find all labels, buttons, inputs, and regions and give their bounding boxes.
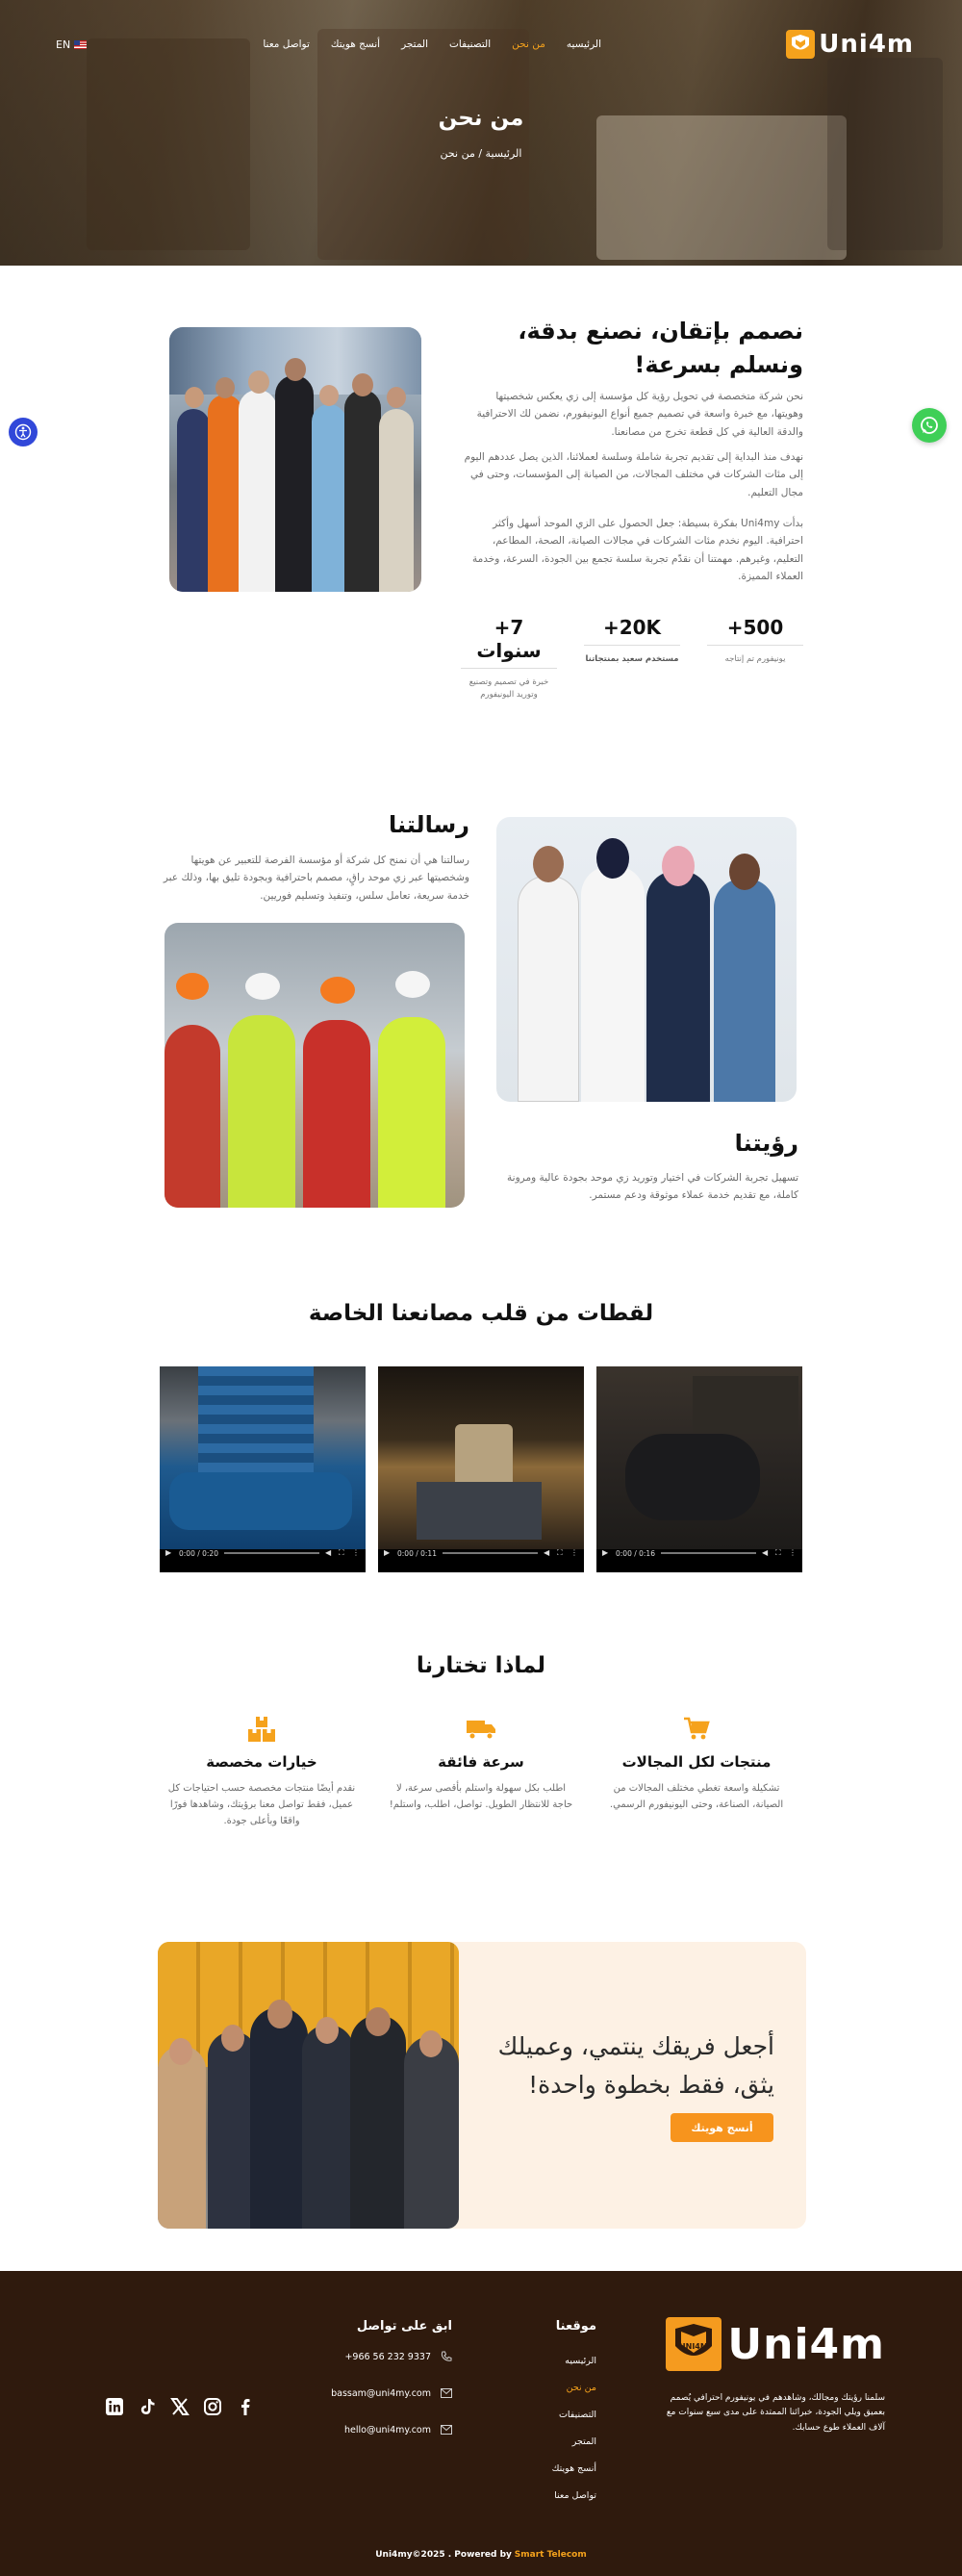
- hero-bg-shape: [596, 115, 847, 260]
- whatsapp-button[interactable]: [912, 408, 947, 443]
- team-group-photo: [169, 327, 421, 592]
- video-controls: [165, 1547, 360, 1559]
- email-address: hello@uni4my.com: [343, 2424, 431, 2436]
- photo-person: [404, 2036, 459, 2229]
- stat-label: خبرة في تصميم وتصنيع وتوريد اليونيفورم: [468, 677, 549, 700]
- email-address: bassam@uni4my.com: [331, 2387, 431, 2399]
- footer-link-home[interactable]: الرئيسيه: [565, 2356, 596, 2366]
- logo-badge-icon: [786, 30, 815, 59]
- factory-video-player[interactable]: [160, 1366, 366, 1572]
- nav-link-store[interactable]: المتجر: [401, 38, 429, 50]
- video-frame-shape: [198, 1366, 314, 1482]
- hard-hat-shape: [320, 977, 355, 1004]
- site-footer: [0, 2271, 962, 2576]
- photo-person: [239, 390, 277, 592]
- volume-icon[interactable]: ◀: [544, 1548, 550, 1557]
- stat-label: يونيفورم تم إنتاجه: [724, 654, 786, 664]
- photo-head: [169, 2038, 192, 2065]
- site-logo[interactable]: [786, 27, 914, 62]
- photo-person: [378, 1017, 445, 1208]
- cta-heading: [476, 2028, 774, 2104]
- photo-head: [221, 2025, 244, 2052]
- social-links: [104, 2396, 256, 2417]
- x-icon[interactable]: [169, 2396, 190, 2417]
- hard-hat-shape: [395, 971, 430, 998]
- footer-link-design-identity[interactable]: أنسج هويتك: [551, 2463, 596, 2474]
- footer-phone[interactable]: [260, 2338, 452, 2375]
- footer-logo-badge-icon: [666, 2317, 722, 2371]
- language-label: EN: [56, 38, 71, 51]
- footer-link-store[interactable]: المتجر: [571, 2436, 596, 2447]
- copyright-text: Uni4my©2025 . Powered by: [375, 2550, 512, 2560]
- video-frame-shape: [169, 1472, 352, 1530]
- vision-text: تسهيل تجربة الشركات في اختيار وتوريد زي موحد بجودة عالية ومرونة كاملة، مع تقديم خدمة عملاء موثوقة ودعم مستمر.: [507, 1172, 798, 1202]
- accessibility-icon: [14, 423, 32, 441]
- accessibility-button[interactable]: [9, 418, 38, 446]
- nav-link-about[interactable]: من نحن: [512, 38, 545, 50]
- feature-card: [385, 1713, 577, 1813]
- photo-head: [729, 854, 760, 890]
- more-options-icon[interactable]: ⋮: [570, 1548, 578, 1557]
- footer-link-about[interactable]: من نحن: [566, 2383, 596, 2393]
- feature-card: [165, 1713, 358, 1829]
- photo-person: [158, 2046, 206, 2229]
- logo-text: Uni4m: [819, 30, 914, 59]
- photo-person: [714, 879, 775, 1102]
- stat-item: [461, 616, 557, 701]
- video-progress-bar[interactable]: [443, 1552, 538, 1554]
- footer-link-categories[interactable]: التصنيفات: [558, 2410, 596, 2420]
- fullscreen-icon[interactable]: ⛶: [775, 1548, 781, 1557]
- footer-email[interactable]: [260, 2375, 452, 2411]
- more-options-icon[interactable]: ⋮: [789, 1548, 797, 1557]
- stat-value: 500+: [726, 616, 784, 639]
- stat-divider: [707, 645, 803, 646]
- hard-hat-shape: [245, 973, 280, 1000]
- fullscreen-icon[interactable]: ⛶: [339, 1548, 344, 1557]
- photo-person: [165, 1025, 220, 1208]
- footer-links: [519, 2348, 596, 2510]
- top-navigation: [0, 0, 962, 92]
- truck-icon: [465, 1713, 497, 1746]
- phone-icon: [441, 2351, 452, 2362]
- feature-desc: تشكيلة واسعة تغطي مختلف المجالات من الصيانة، الصناعة، وحتى اليونيفورم الرسمي.: [609, 1783, 784, 1810]
- hard-hat-shape: [176, 973, 209, 1000]
- video-progress-bar[interactable]: [661, 1552, 756, 1554]
- boxes-icon: [245, 1713, 278, 1746]
- about-paragraph: نهدف منذ البداية إلى تقديم تجربة شاملة وسلسة لعملائنا، الذين يصل عددهم اليوم إلى مئات الشركات في مختلف المجالات، من الصيانة إلى المؤسسات، وحتى في مجال التعليم.: [464, 451, 803, 498]
- stat-divider: [584, 645, 680, 646]
- factory-video-player[interactable]: [378, 1366, 584, 1572]
- more-options-icon[interactable]: ⋮: [352, 1548, 360, 1557]
- feature-desc: اطلب بكل سهولة واستلم بأقصى سرعة، لا حاجة للانتظار الطويل. تواصل، اطلب، واستلم!: [389, 1783, 573, 1810]
- photo-person: [344, 390, 381, 592]
- video-time: 0:00 / 0:16: [616, 1548, 655, 1558]
- photo-person: [350, 2015, 406, 2229]
- photo-person: [379, 409, 414, 592]
- engineers-photo: [165, 923, 465, 1208]
- mail-icon: [441, 2388, 452, 2398]
- photo-head: [185, 387, 204, 408]
- cta-line: يثق، فقط بخطوة واحدة!: [528, 2071, 774, 2099]
- linkedin-icon[interactable]: [104, 2396, 125, 2417]
- stat-value: 20K+: [602, 616, 662, 639]
- about-paragraph: نحن شركة متخصصة في تحويل رؤية كل مؤسسة إلى زي يعكس شخصيتها وهويتها، مع خبرة واسعة في تصميم جميع أنواع اليونيفورم، نضمن لك الاحترافية والدقة العالية في كل قطعة تخرج من مصانعنا.: [476, 391, 803, 438]
- vision-heading: رؤيتنا: [734, 1130, 798, 1157]
- copyright: [0, 2550, 962, 2560]
- photo-head: [533, 846, 564, 882]
- footer-contact: [260, 2338, 452, 2448]
- about-heading: نصمم بإتقان، نصنع بدقة، ونسلم بسرعة!: [518, 318, 803, 378]
- stat-item: [707, 616, 803, 701]
- video-frame-shape: [693, 1376, 798, 1434]
- footer-link-contact[interactable]: تواصل معنا: [554, 2490, 596, 2501]
- photo-head: [285, 358, 306, 381]
- feature-card: [600, 1713, 793, 1813]
- business-team-photo: [158, 1942, 459, 2229]
- photo-head: [419, 2030, 443, 2057]
- video-frame-shape: [625, 1434, 760, 1520]
- mission-heading: رسالتنا: [388, 811, 469, 838]
- photo-person: [646, 871, 710, 1102]
- video-thumbnail: [596, 1366, 802, 1549]
- feature-desc: نقدم أيضًا منتجات مخصصة حسب احتياجات كل عميل، فقط تواصل معنا برؤيتك، وشاهدها فورًا واقعًا وبأعلى جودة.: [167, 1783, 356, 1826]
- footer-email[interactable]: [260, 2411, 452, 2448]
- stat-divider: [461, 668, 557, 669]
- instagram-icon[interactable]: [202, 2396, 223, 2417]
- photo-person: [208, 395, 242, 592]
- photo-head: [352, 373, 373, 396]
- photo-person: [312, 404, 346, 592]
- why-us-heading: لماذا تختارنا: [416, 1653, 546, 1678]
- photo-head: [215, 377, 235, 398]
- footer-contact-title: ابق على تواصل: [356, 2319, 452, 2334]
- powered-by-link[interactable]: Smart Telecom: [514, 2550, 587, 2560]
- photo-person: [177, 409, 210, 592]
- stat-value: 7+ سنوات: [476, 616, 542, 662]
- video-frame-shape: [417, 1482, 542, 1540]
- cta-design-identity-button[interactable]: أنسج هويتك: [671, 2113, 773, 2142]
- footer-logo-badge-text: UNI4M: [679, 2342, 709, 2351]
- professionals-photo: [496, 817, 797, 1102]
- photo-person: [275, 375, 314, 592]
- phone-number: +966 56 232 9337: [344, 2351, 431, 2362]
- photo-person: [518, 876, 579, 1102]
- play-icon[interactable]: ▶: [384, 1548, 391, 1557]
- video-progress-bar[interactable]: [224, 1552, 319, 1554]
- mission-text: رسالتنا هي أن نمنح كل شركة أو مؤسسة الفرصة للتعبير عن هويتها وشخصيتها عبر زي موحد راقٍ، مصمم باحترافية وبجودة تليق بها، وذلك عبر خدمة سريعة، تعامل سلس، وتنفيذ وتسليم فوريين.: [163, 854, 469, 902]
- us-flag-icon: [74, 40, 87, 49]
- photo-head: [366, 2007, 391, 2036]
- cart-icon: [680, 1713, 713, 1746]
- cta-line: أجعل فريقك ينتمي، وعميلك: [497, 2032, 774, 2060]
- nav-links: [263, 38, 601, 50]
- photo-person: [581, 866, 645, 1102]
- factory-video-player[interactable]: [596, 1366, 802, 1572]
- video-time: 0:00 / 0:11: [397, 1548, 437, 1558]
- photo-head: [267, 2000, 292, 2028]
- photo-head: [596, 838, 629, 879]
- whatsapp-icon: [919, 415, 940, 436]
- nav-link-design-identity[interactable]: أنسج هويتك: [330, 38, 381, 50]
- video-controls: [602, 1547, 797, 1559]
- feature-title: خيارات مخصصة: [206, 1753, 317, 1771]
- breadcrumb: الرئيسية / من نحن: [440, 147, 522, 160]
- feature-title: منتجات لكل المجالات: [621, 1753, 772, 1771]
- about-paragraph: بدأت Uni4my بفكرة بسيطة: جعل الحصول على الزي الموحد أسهل وأكثر احترافية. اليوم نخدم مئات الشركات في مجالات الصيانة، الصحة، المطاعم، التعليم، وغيرهم. مهمتنا أن نقدّم تجربة سلسة تجمع بين الجودة، السرعة، وخدمة العملاء المميزة.: [472, 518, 803, 583]
- footer-about-text: سلمنا رؤيتك ومجالك، وشاهدهم في يونيفورم احترافي يُصمم بعميق ويلي الجودة، خبرائنا الممتدة على مدى سبع سنوات مع آلاف العملاء طوع حسابك.: [666, 2393, 885, 2433]
- feature-title: سرعة فائقة: [438, 1753, 524, 1771]
- language-switch[interactable]: [56, 38, 87, 51]
- fullscreen-icon[interactable]: ⛶: [557, 1548, 563, 1557]
- video-time: 0:00 / 0:20: [179, 1548, 218, 1558]
- tiktok-icon[interactable]: [137, 2396, 158, 2417]
- stats-row: [461, 616, 803, 701]
- play-icon[interactable]: ▶: [165, 1548, 172, 1557]
- photo-person: [303, 1020, 370, 1208]
- stat-label: مستخدم سعيد بمنتجاتنا: [585, 654, 679, 664]
- photo-head: [387, 387, 406, 408]
- footer-logo[interactable]: [666, 2317, 885, 2371]
- hero-banner: [0, 0, 962, 266]
- footer-links-title: موقعنا: [555, 2319, 596, 2334]
- photo-person: [250, 2007, 308, 2229]
- factory-heading: لقطات من قلب مصانعنا الخاصة: [308, 1301, 654, 1326]
- photo-person: [302, 2025, 354, 2229]
- stat-item: [584, 616, 680, 701]
- photo-person: [228, 1015, 295, 1208]
- nav-link-contact[interactable]: تواصل معنا: [263, 38, 310, 50]
- photo-head: [319, 385, 339, 406]
- nav-link-home[interactable]: الرئيسيه: [566, 38, 601, 50]
- video-thumbnail: [160, 1366, 366, 1549]
- page-title: من نحن: [438, 106, 524, 131]
- volume-icon[interactable]: ◀: [762, 1548, 769, 1557]
- video-controls: [384, 1547, 578, 1559]
- photo-head: [662, 846, 695, 886]
- nav-link-categories[interactable]: التصنيفات: [449, 38, 492, 50]
- footer-logo-text: Uni4m: [727, 2319, 885, 2369]
- photo-head: [248, 370, 269, 394]
- volume-icon[interactable]: ◀: [325, 1548, 332, 1557]
- photo-head: [316, 2017, 339, 2044]
- mail-icon: [441, 2425, 452, 2435]
- video-thumbnail: [378, 1366, 584, 1549]
- play-icon[interactable]: ▶: [602, 1548, 609, 1557]
- facebook-icon[interactable]: [235, 2396, 256, 2417]
